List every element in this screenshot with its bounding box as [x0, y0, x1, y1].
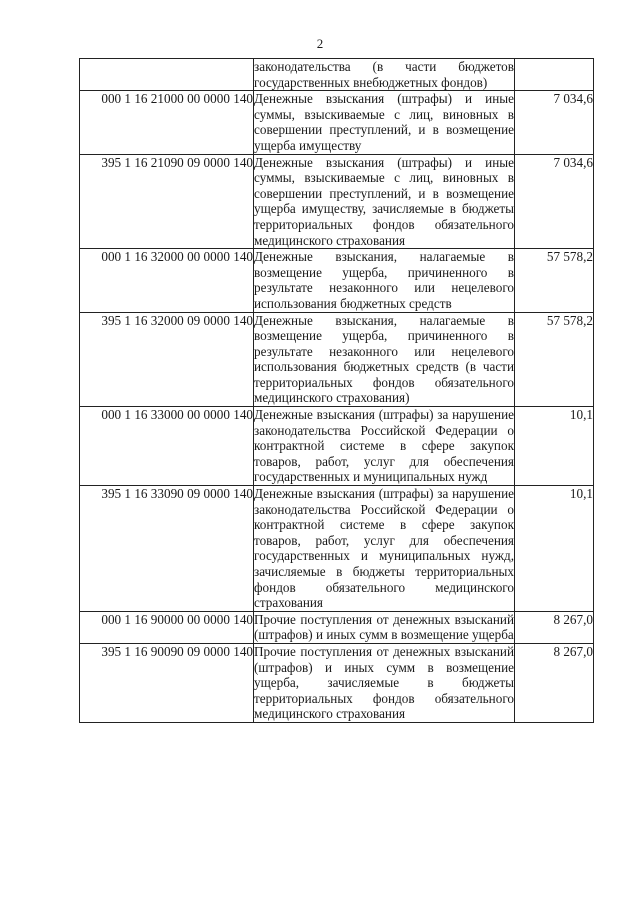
budget-code-cell: 000 1 16 32000 00 0000 140	[80, 249, 254, 312]
amount-cell: 8 267,0	[515, 611, 594, 643]
amount-cell: 8 267,0	[515, 643, 594, 722]
table-row	[80, 611, 594, 643]
amount-cell: 7 034,6	[515, 91, 594, 154]
amount-cell: 57 578,2	[515, 249, 594, 312]
revenue-name-cell: Денежные взыскания (штрафы) за нарушение законодательства Российской Федерации о контрактной системе в сфере закупок товаров, работ, услуг для обеспечения государственных и муниципальных нужд, зачисляемые в бюджеты территориальных фондов обязательного медицинского страхования	[254, 486, 514, 611]
table-row	[80, 59, 594, 91]
budget-code-cell: 000 1 16 90000 00 0000 140	[80, 611, 254, 643]
budget-code-cell: 000 1 16 21000 00 0000 140	[80, 91, 254, 154]
revenue-table	[79, 58, 594, 723]
revenue-name-cell: законодательства (в части бюджетов государственных внебюджетных фондов)	[254, 59, 514, 90]
table-row	[80, 249, 594, 312]
amount-cell: 10,1	[515, 407, 594, 486]
revenue-name-cell: Прочие поступления от денежных взысканий (штрафов) и иных сумм в возмещение ущерба	[254, 611, 514, 643]
table-row	[80, 486, 594, 612]
table-row	[80, 643, 594, 722]
budget-code-cell: 395 1 16 21090 09 0000 140	[80, 154, 254, 249]
budget-code-cell: 395 1 16 33090 09 0000 140	[80, 486, 254, 612]
budget-code-cell: 395 1 16 90090 09 0000 140	[80, 643, 254, 722]
amount-cell: 57 578,2	[515, 312, 594, 407]
amount-cell: 10,1	[515, 486, 594, 612]
revenue-name-cell: Денежные взыскания (штрафы) за нарушение законодательства Российской Федерации о контрактной системе в сфере закупок товаров, работ, услуг для обеспечения государственных и муниципальных нужд	[254, 407, 514, 485]
table-row	[80, 154, 594, 249]
budget-code-cell	[80, 59, 254, 91]
revenue-name-cell: Денежные взыскания, налагаемые в возмещение ущерба, причиненного в результате незаконного или нецелевого использования бюджетных средств (в части территориальных фондов обязательного медицинского страхования)	[254, 312, 514, 406]
amount-cell	[515, 59, 594, 91]
table-row	[80, 312, 594, 407]
revenue-name-cell: Денежные взыскания (штрафы) и иные суммы, взыскиваемые с лиц, виновных в совершении преступлений, и в возмещение ущерба имуществу, зачисляемые в бюджеты территориальных фондов обязательного медицинского страхования	[254, 154, 514, 248]
revenue-name-cell: Денежные взыскания (штрафы) и иные суммы, взыскиваемые с лиц, виновных в совершении преступлений, и в возмещение ущерба имуществу	[254, 91, 514, 153]
budget-code-cell: 000 1 16 33000 00 0000 140	[80, 407, 254, 486]
revenue-name-cell: Денежные взыскания, налагаемые в возмещение ущерба, причиненного в результате незаконного или нецелевого использования бюджетных средств	[254, 249, 514, 311]
table-row	[80, 407, 594, 486]
page-number: 2	[316, 36, 324, 51]
amount-cell: 7 034,6	[515, 154, 594, 249]
table-row	[80, 91, 594, 154]
budget-code-cell: 395 1 16 32000 09 0000 140	[80, 312, 254, 407]
revenue-name-cell: Прочие поступления от денежных взысканий (штрафов) и иных сумм в возмещение ущерба, зачисляемые в бюджеты территориальных фондов обязательного медицинского страхования	[254, 643, 514, 722]
